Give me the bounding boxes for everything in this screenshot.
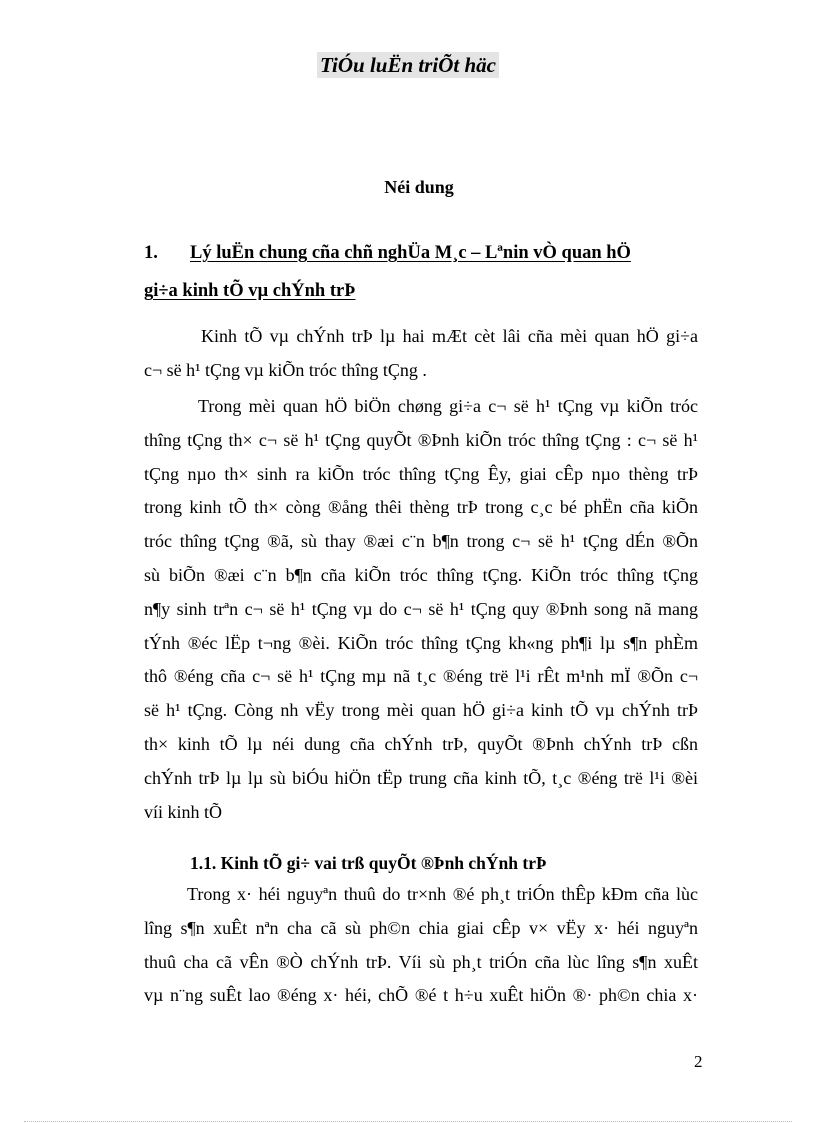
running-header [0,52,816,78]
paragraph-line: tÝnh ®éc lËp t¬ng ®èi. KiÕn tróc thîng tÇng kh«ng ph¶i lµ s¶n phÈm [144,632,698,653]
paragraph-line: lîng s¶n xuÊt nªn cha cã sù ph©n chia giai cÊp v× vËy x· héi nguyªn [144,917,698,938]
page-number: 2 [694,1052,703,1071]
paragraph-line: n¶y sinh trªn c¬ së h¹ tÇng vµ do c¬ së h¹ tÇng quy ®Þnh song nã mang [144,598,698,619]
heading-1-line-1 [144,233,631,273]
section-title: Néi dung [384,177,454,197]
paragraph-line: vµ n¨ng suÊt lao ®éng x· héi, chÕ ®é t h÷u xuÊt hiÖn ®· ph©n chia x· [144,985,698,1006]
paragraph-line: chÝnh trÞ lµ lµ sù biÓu hiÖn tËp trung cña kinh tÕ, t¸c ®éng trë l¹i ®èi [144,767,698,788]
paragraph-line: trong kinh tÕ th× còng ®ång thêi thèng trÞ trong c¸c bé phËn cña kiÕn [144,497,698,518]
paragraph-line: thîng tÇng th× c¬ së h¹ tÇng quyÕt ®Þnh kiÕn tróc thîng tÇng : c¬ së h¹ [144,429,698,450]
paragraph-line: thuû cha cã vÊn ®Ò chÝnh trÞ. Víi sù ph¸t triÓn cña lùc lîng s¶n xuÊt [144,951,698,972]
paragraph-line: Kinh tÕ vµ chÝnh trÞ lµ hai mÆt cèt lâi cña mèi quan hÖ gi÷a [201,326,698,346]
paragraph-1 [144,320,698,388]
heading-1-number: 1. [144,243,158,263]
heading-1-text-2: gi÷a kinh tÕ vµ chÝnh trÞ [144,281,356,301]
paragraph-2 [144,390,698,829]
paragraph-line: Trong x· héi nguyªn thuû do tr×nh ®é ph¸t triÓn thÊp kÐm cña lùc [187,884,698,904]
paragraph-line: tÇng nµo th× sinh ra kiÕn tróc thîng tÇng Êy, giai cÊp nµo thèng trÞ [144,463,698,484]
paragraph-line: c¬ së h¹ tÇng vµ kiÕn tróc thîng tÇng . [144,359,427,380]
paragraph-line: víi kinh tÕ [144,801,223,822]
paragraph-line: th× kinh tÕ lµ néi dung cña chÝnh trÞ, quyÕt ®Þnh chÝnh trÞ cßn [144,733,698,754]
paragraph-3 [144,878,698,1013]
paragraph-line: së h¹ tÇng. Còng nh vËy trong mèi quan hÖ gi÷a kinh tÕ vµ chÝnh trÞ [144,700,698,721]
paragraph-line: Trong mèi quan hÖ biÖn chøng gi÷a c¬ së h¹ tÇng vµ kiÕn tróc [198,396,698,416]
heading-1-text-1: Lý luËn chung cña chñ nghÜa M¸c – Lªnin vÒ quan hÖ [190,243,631,263]
paragraph-line: sù biÕn ®æi c¨n b¶n cña kiÕn tróc thîng tÇng. KiÕn tróc thîng tÇng [144,564,698,585]
paragraph-line: tróc thîng tÇng ®ã, sù thay ®æi c¨n b¶n trong c¬ së h¹ tÇng dÉn ®Õn [144,531,698,552]
page-bottom-divider [24,1121,792,1122]
paragraph-line: thô ®éng cña c¬ së h¹ tÇng mµ nã t¸c ®éng trë l¹i rÊt m¹nh mÏ ®Õn c¬ [144,666,698,687]
heading-1-line-2 [144,271,356,311]
header-title: TiÓu luËn triÕt häc [317,52,499,78]
heading-2: 1.1. Kinh tÕ gi÷ vai trß quyÕt ®Þnh chÝnh trÞ [190,853,547,873]
